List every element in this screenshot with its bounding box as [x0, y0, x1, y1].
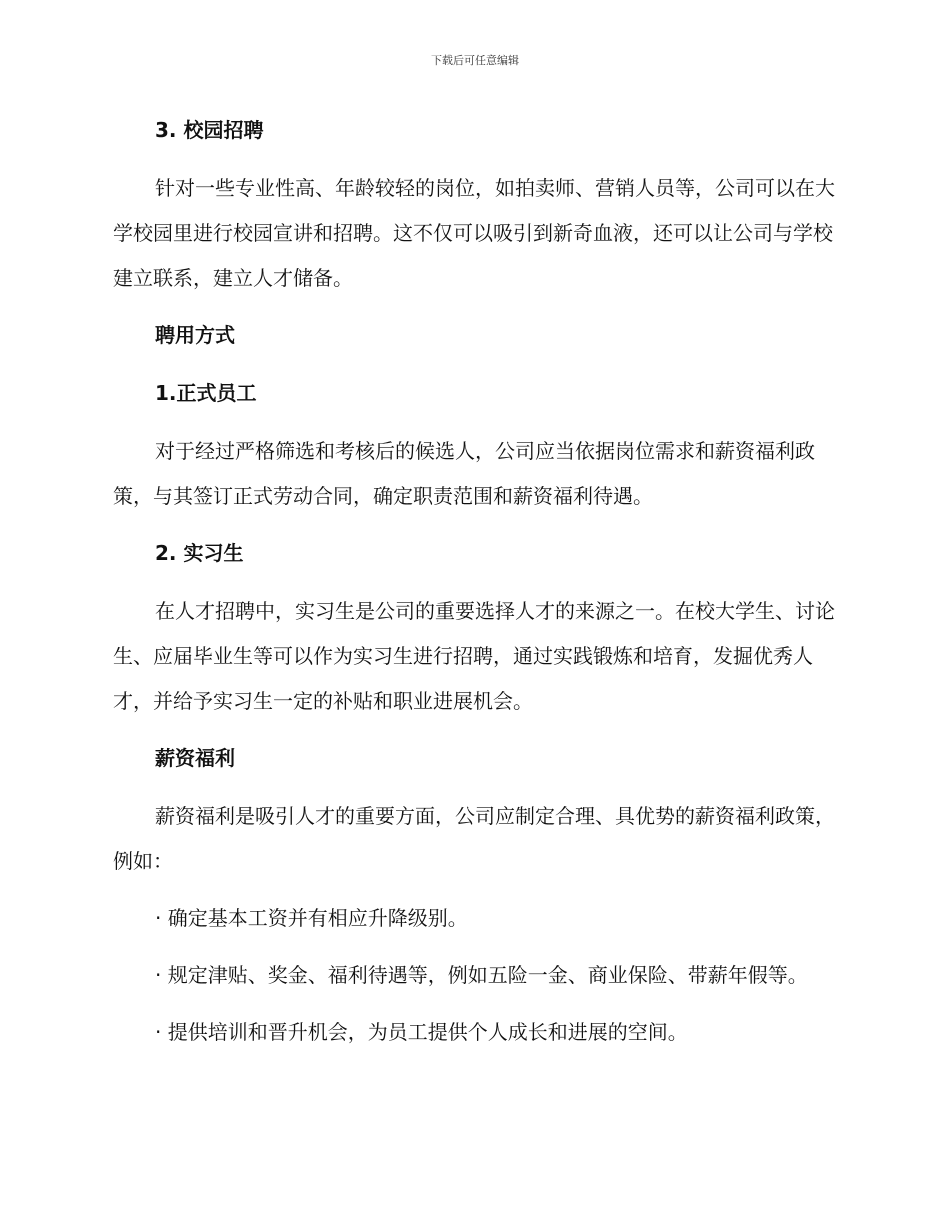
section-heading-employment-methods: 聘用方式 [155, 323, 235, 347]
list-item-base-salary: · 确定基本工资并有相应升降级别。 [155, 906, 468, 930]
paragraph-campus-recruitment: 针对一些专业性高、年龄较轻的岗位，如拍卖师、营销人员等，公司可以在大学校园里进行校园宣讲和招聘。这不仅可以吸引到新奇血液，还可以让公司与学校建立联系，建立人才储备。 [113, 176, 835, 290]
section-heading-campus-recruitment: 3. 校园招聘 [155, 118, 264, 142]
page-header-note: 下载后可任意编辑 [431, 54, 519, 67]
section-heading-compensation: 薪资福利 [155, 746, 235, 770]
paragraph-compensation: 薪资福利是吸引人才的重要方面，公司应制定合理、具优势的薪资福利政策，例如： [113, 804, 835, 873]
list-item-allowances: · 规定津贴、奖金、福利待遇等，例如五险一金、商业保险、带薪年假等。 [155, 963, 808, 987]
section-heading-full-time-staff: 1.正式员工 [155, 381, 257, 405]
document-body [113, 108, 835, 1067]
list-item-training: · 提供培训和晋升机会，为员工提供个人成长和进展的空间。 [155, 1020, 688, 1044]
paragraph-interns: 在人才招聘中，实习生是公司的重要选择人才的来源之一。在校大学生、讨论生、应届毕业生等可以作为实习生进行招聘，通过实践锻炼和培育，发掘优秀人才，并给予实习生一定的补贴和职业进展机会。 [113, 599, 835, 713]
paragraph-full-time-staff: 对于经过严格筛选和考核后的候选人，公司应当依据岗位需求和薪资福利政策，与其签订正式劳动合同，确定职责范围和薪资福利待遇。 [113, 439, 815, 508]
section-heading-interns: 2. 实习生 [155, 541, 244, 565]
